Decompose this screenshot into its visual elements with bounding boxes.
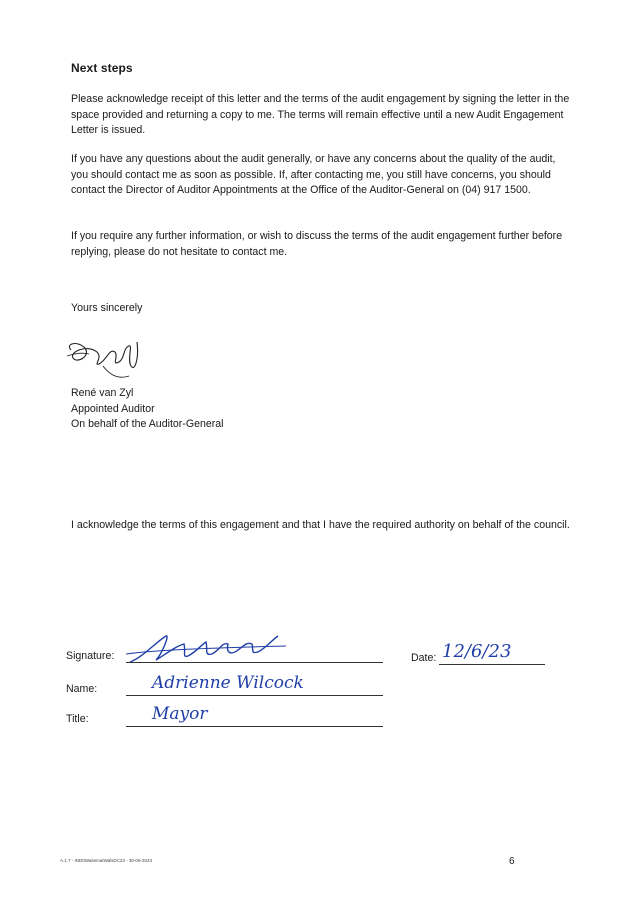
council-signature bbox=[126, 632, 296, 668]
paragraph-acknowledge: Please acknowledge receipt of this letter and the terms of the audit engagement by signing the letter in the space provided and returning a copy to me. The terms will remain effective until a new Audit Engagement Letter is issued. bbox=[71, 93, 570, 136]
title-value: Mayor bbox=[152, 704, 208, 724]
auditor-on-behalf: On behalf of the Auditor-General bbox=[71, 418, 224, 430]
footer-reference: A.1.7 - IND0WaitematWalsDC23 - 30-08-2023 bbox=[60, 858, 152, 863]
closing-salutation: Yours sincerely bbox=[71, 302, 143, 314]
auditor-signature bbox=[63, 330, 153, 386]
name-label: Name: bbox=[66, 683, 98, 695]
paragraph-further-info: If you require any further information, or wish to discuss the terms of the audit engagement further before replying, please do not hesitate to contact me. bbox=[71, 230, 563, 258]
section-heading: Next steps bbox=[71, 61, 133, 75]
name-line bbox=[126, 695, 383, 696]
paragraph-questions: If you have any questions about the audit generally, or have any concerns about the quality of the audit, you should contact me as soon as possible. If, after contacting me, you still have concerns, you should contact the Director of Auditor Appointments at the Office of the Auditor-General on (04) 917 1500. bbox=[71, 153, 556, 196]
title-label: Title: bbox=[66, 713, 89, 725]
date-label: Date: bbox=[411, 652, 437, 664]
page-number: 6 bbox=[509, 856, 515, 867]
auditor-signature-block bbox=[71, 386, 224, 433]
signature-label: Signature: bbox=[66, 650, 115, 662]
name-value: Adrienne Wilcock bbox=[152, 673, 304, 693]
acknowledgement-text: I acknowledge the terms of this engagement and that I have the required authority on behalf of the council. bbox=[71, 519, 570, 531]
date-line bbox=[439, 664, 545, 665]
auditor-role: Appointed Auditor bbox=[71, 402, 155, 415]
date-value: 12/6/23 bbox=[442, 641, 512, 662]
title-line bbox=[126, 726, 383, 727]
auditor-name: René van Zyl bbox=[71, 387, 134, 399]
